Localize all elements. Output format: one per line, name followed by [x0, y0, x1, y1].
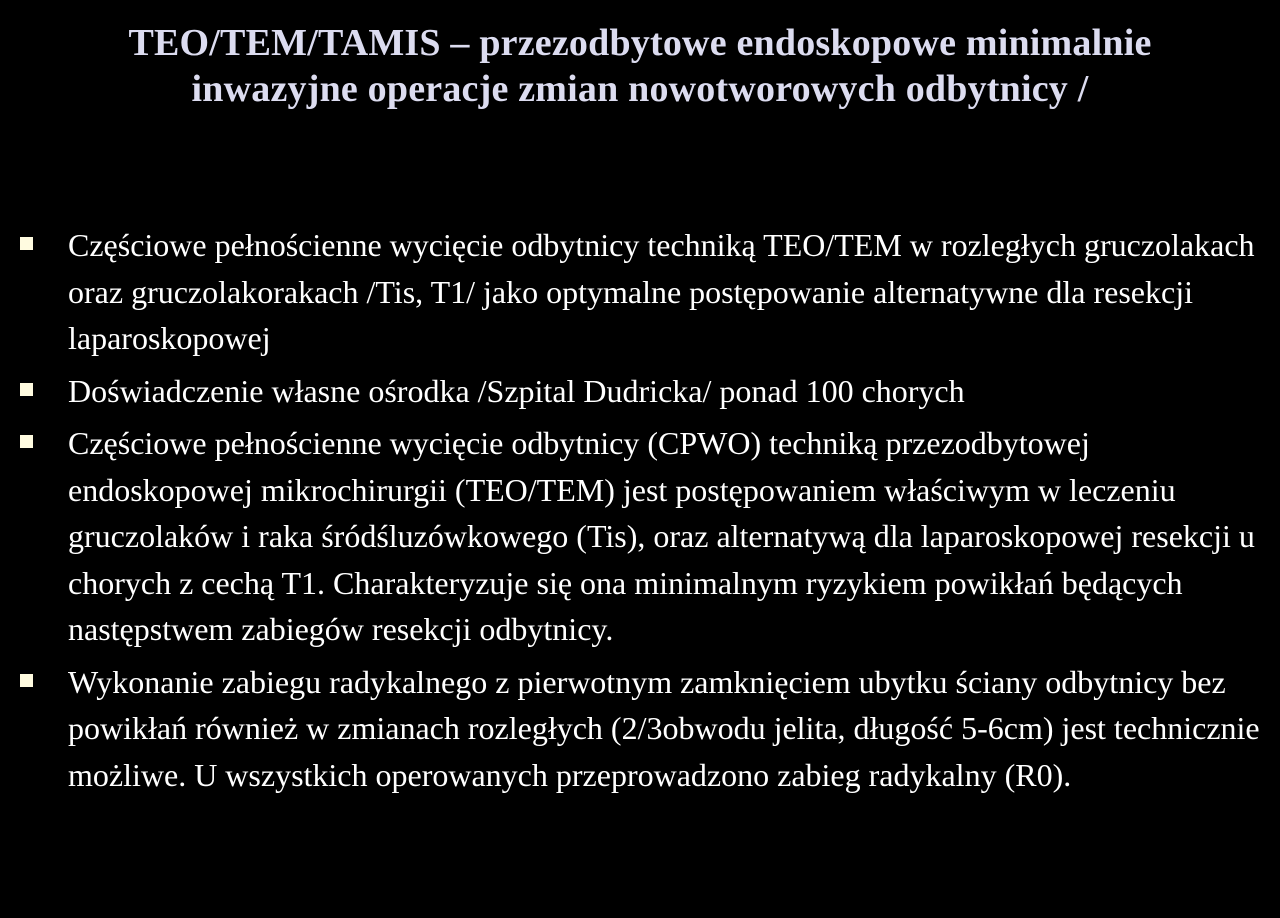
bullet-text: Częściowe pełnościenne wycięcie odbytnicy techniką TEO/TEM w rozległych gruczolakach oraz gruczolakorakach /Tis, T1/ jako optymalne postępowanie alternatywne dla resekcji laparoskopowej: [68, 227, 1255, 356]
square-bullet-icon: [20, 237, 33, 250]
square-bullet-icon: [20, 674, 33, 687]
square-bullet-icon: [20, 383, 33, 396]
bullet-text: Wykonanie zabiegu radykalnego z pierwotnym zamknięciem ubytku ściany odbytnicy bez powikłań również w zmianach rozległych (2/3obwodu jelita, długość 5-6cm) jest technicznie możliwe. U wszystkich operowanych przeprowadzono zabieg radykalny (R0).: [68, 663, 1260, 793]
bullet-text: Doświadczenie własne ośrodka /Szpital Dudricka/ ponad 100 chorych: [68, 372, 965, 409]
bullet-item: [0, 420, 1280, 653]
square-bullet-icon: [20, 435, 33, 448]
bullet-text: Częściowe pełnościenne wycięcie odbytnicy (CPWO) techniką przezodbytowej endoskopowej mikrochirurgii (TEO/TEM) jest postępowaniem właściwym w leczeniu gruczolaków i raka śródśluzówkowego (Tis), oraz alternatywą dla laparoskopowej resekcji u chorych z cechą T1. Charakteryzuje się ona minimalnym ryzykiem powikłań będących następstwem zabiegów resekcji odbytnicy.: [68, 425, 1255, 647]
bullet-list: [0, 222, 1280, 804]
bullet-item: [0, 368, 1280, 415]
bullet-item: [0, 659, 1280, 799]
bullet-item: [0, 222, 1280, 362]
slide-title: TEO/TEM/TAMIS – przezodbytowe endoskopowe minimalnie inwazyjne operacje zmian nowotworowych odbytnicy /: [128, 22, 1152, 110]
